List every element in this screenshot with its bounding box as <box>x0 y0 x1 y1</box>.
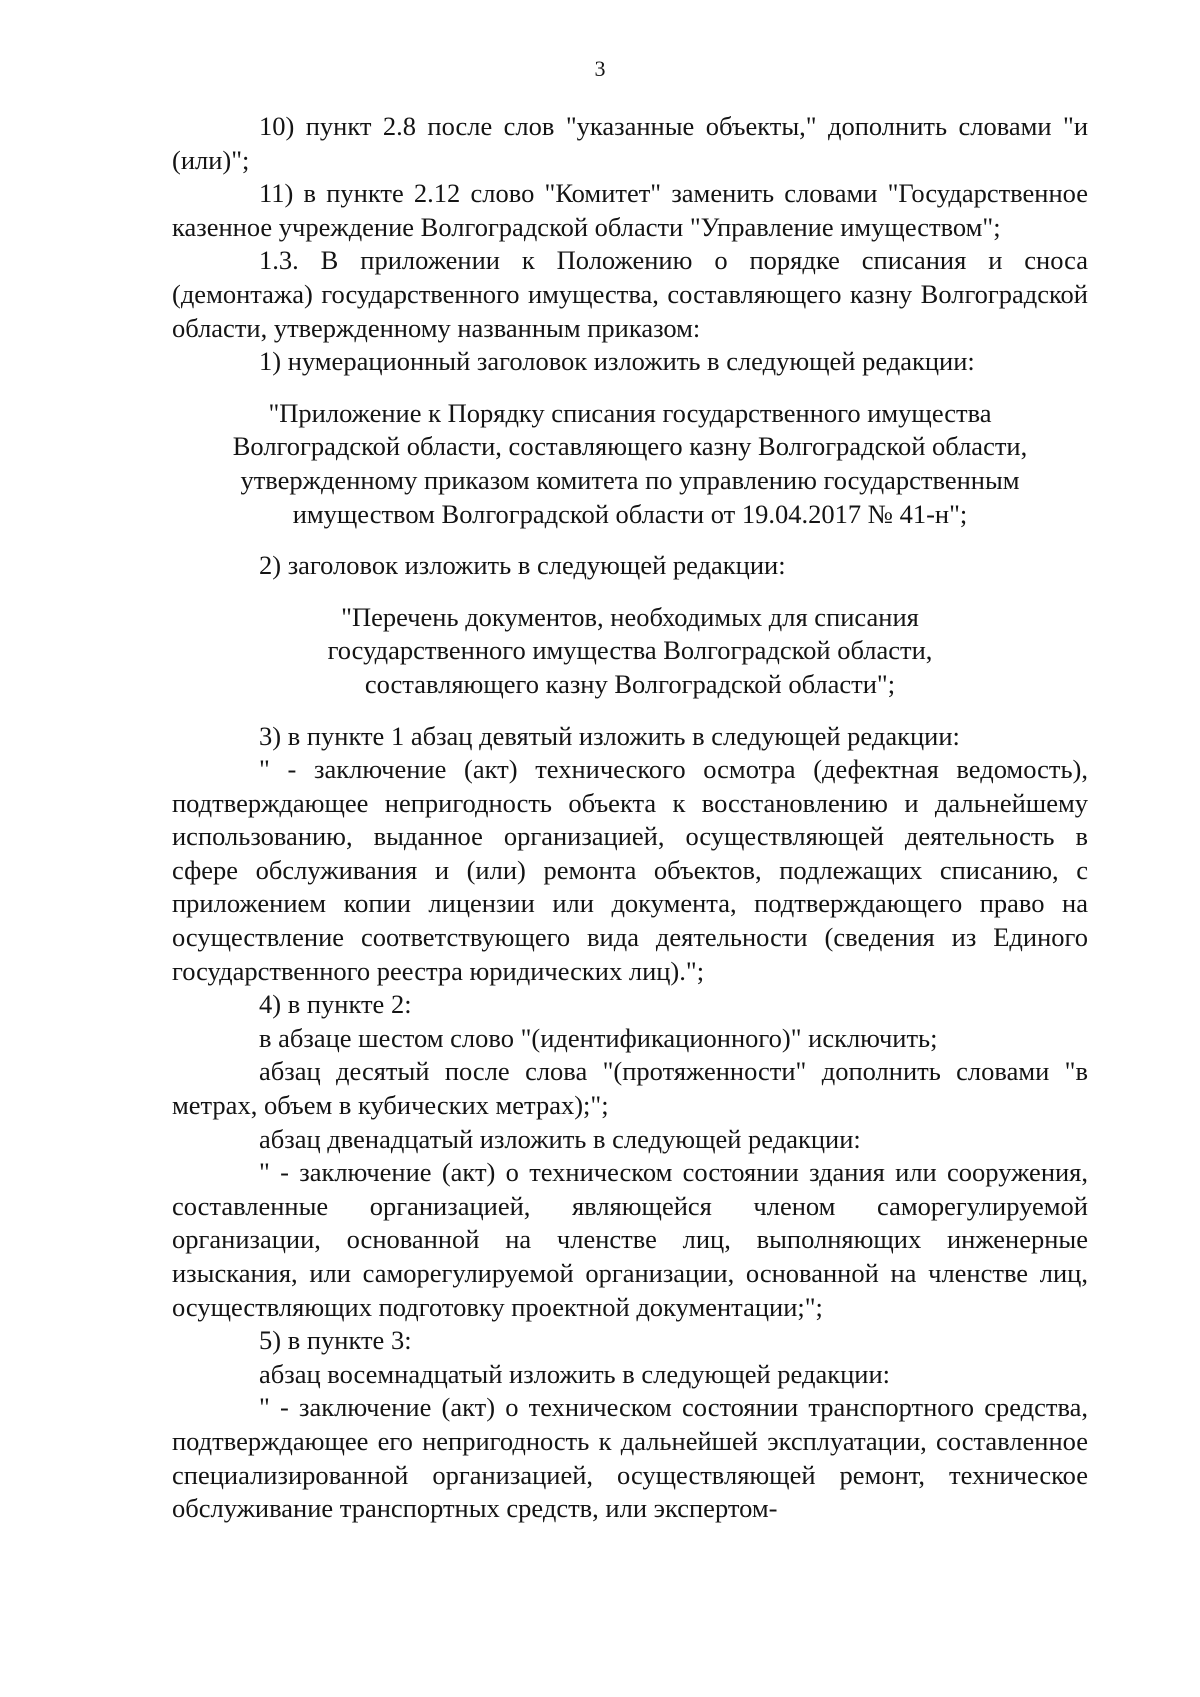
quoted-title-line: государственного имущества Волгоградской области, <box>327 635 933 666</box>
paragraph-1-3: 1.3. В приложении к Положению о порядке списания и сноса (демонтажа) государственного имущества, составляющего казну Волгоградской области, утвержденному названным приказом: <box>172 245 1088 343</box>
paragraph-vehicle-act: " - заключение (акт) о техническом состоянии транспортного средства, подтверждающее его непригодность к дальнейшей эксплуатации, составленное специализированной организацией, осуществляющей ремонт, техническое обслуживание транспортных средств, или экспертом- <box>172 1392 1088 1524</box>
quoted-heading-line: "Приложение к Порядку списания государственного имущества <box>268 397 992 428</box>
quoted-numbering-heading <box>172 397 1088 531</box>
paragraph-inspection-act: " - заключение (акт) технического осмотра (дефектная ведомость), подтверждающее непригодность объекта к восстановлению и дальнейшему использованию, выданное организацией, осуществляющей деятельность в сфере обслуживания и (или) ремонта объектов, подлежащих списанию, с приложением копии лицензии или документа, подтверждающего право на осуществление соответствующего вида деятельности (сведения из Единого государственного реестра юридических лиц)."; <box>172 754 1088 986</box>
paragraph-building-act: " - заключение (акт) о техническом состоянии здания или сооружения, составленные организацией, являющейся членом саморегулируемой организации, основанной на членстве лиц, выполняющих инженерные изыскания, или саморегулируемой организации, основанной на членстве лиц, осуществляющих подготовку проектной документации;"; <box>172 1157 1088 1322</box>
quoted-title-line: "Перечень документов, необходимых для списания <box>341 601 919 632</box>
paragraph-item-4: 4) в пункте 2: <box>259 989 412 1020</box>
paragraph-11: 11) в пункте 2.12 слово "Комитет" заменить словами "Государственное казенное учреждение Волгоградской области "Управление имуществом"; <box>172 178 1088 242</box>
paragraph-eighteenth-abzac: абзац восемнадцатый изложить в следующей редакции: <box>259 1358 890 1389</box>
paragraph-item-5: 5) в пункте 3: <box>259 1325 412 1356</box>
paragraph-item-2: 2) заголовок изложить в следующей редакции: <box>259 550 786 581</box>
paragraph-sixth-abzac: в абзаце шестом слово "(идентификационного)" исключить; <box>259 1022 938 1053</box>
document-body <box>172 110 1088 1526</box>
quoted-heading-line: имуществом Волгоградской области от 19.04.2017 № 41-н"; <box>292 498 968 529</box>
quoted-heading-line: Волгоградской области, составляющего казну Волгоградской области, <box>232 431 1028 462</box>
paragraph-item-3: 3) в пункте 1 абзац девятый изложить в следующей редакции: <box>259 720 960 751</box>
page-number: 3 <box>594 56 606 81</box>
quoted-title-line: составляющего казну Волгоградской области"; <box>364 668 896 699</box>
quoted-title <box>172 601 1088 702</box>
quoted-heading-line: утвержденному приказом комитета по управлению государственным <box>240 464 1020 495</box>
paragraph-10: 10) пункт 2.8 после слов "указанные объекты," дополнить словами "и (или)"; <box>172 111 1088 175</box>
paragraph-tenth-abzac: абзац десятый после слова "(протяженности" дополнить словами "в метрах, объем в кубических метрах);"; <box>172 1056 1088 1121</box>
paragraph-item-1: 1) нумерационный заголовок изложить в следующей редакции: <box>259 346 975 377</box>
paragraph-twelfth-abzac: абзац двенадцатый изложить в следующей редакции: <box>259 1123 861 1154</box>
